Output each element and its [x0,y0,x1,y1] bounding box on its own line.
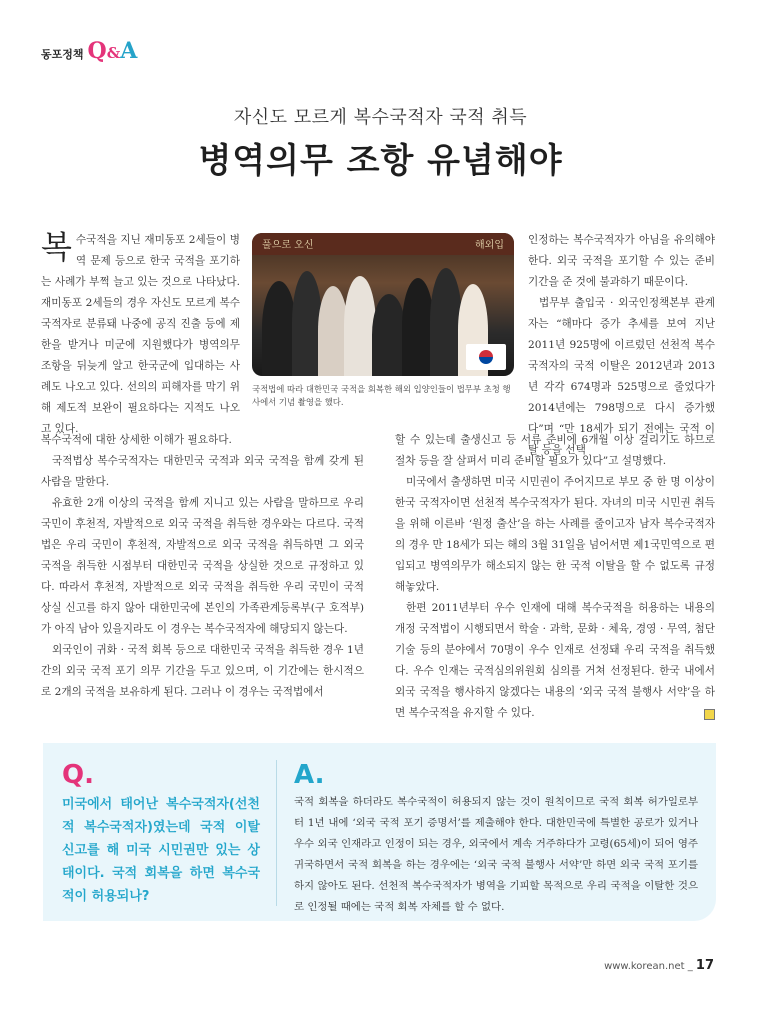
article-photo [252,233,514,376]
paragraph: 유효한 2개 이상의 국적을 함께 지니고 있는 사람을 말하므로 우리 국민이 후천적, 자발적으로 외국 국적을 취득한 경우와는 다르다. 국적법은 우리 국민이 후천적, 자발적으로 외국 국적을 취득하면 그 외국 국적을 취득한 시점부터 대한민국 국적을 상실한 것으로 규정하고 있다. 따라서 후천적, 자발적으로 외국 국적을 취득한 우리 국민이 국적 상실 신고를 하지 않아 대한민국에 본인의 가족관계등록부(구 호적부)가 아직 남아 있을지라도 이 경우는 복수국적자에 해당되지 않는다. [41,497,364,635]
korean-flag-icon [466,344,506,370]
intro-text: 수국적을 지닌 재미동포 2세들이 병역 문제 등으로 한국 국적을 포기하는 사례가 부쩍 늘고 있는 것으로 나타났다. 재미동포 2세들의 경우 자신도 모르게 복수국적자로 분류돼 나중에 공직 진출 등에 제한을 받거나 미군에 지원했다가 병역의무 조항을 뒤늦게 알고 한국군에 입대하는 사례도 나오고 있다. 선의의 피해자를 막기 위해 제도적 보완이 필요하다는 지적도 나오고 있다. [41,234,240,435]
answer-label: A. [294,760,325,790]
intro-column [41,230,240,440]
question-text: 미국에서 태어난 복수국적자(선천적 복수국적자)였는데 국적 이탈 신고를 해 미국 시민권만 있는 상태이다. 국적 회복을 하면 복수국적이 허용되나? [62,797,260,904]
drop-cap: 복 [41,228,72,266]
paragraph: 법무부 출입국 · 외국인정책본부 관계자는 “해마다 증가 추세를 보여 지난 2011년 925명에 이르렀던 선천적 복수국적자의 국적 이탈은 2012년과 2013년 각각 674명과 525명으로 줄었다가 2014년에는 798명으로 다시 증가했다”며 “만 18세가 되기 전에는 국적 이탈 등을 선택 [528,297,715,456]
photo-figure [372,294,406,376]
photo-banner-text: 풀으로 오신 [262,240,314,251]
right-column [395,430,715,725]
section-label [41,38,137,64]
qa-logo: Q&A [87,38,138,64]
right-top-column [528,230,715,461]
answer-text: 국적 회복을 하더라도 복수국적이 허용되지 않는 것이 원칙이므로 국적 회복 허가일로부터 1년 내에 ‘외국 국적 포기 증명서’를 제출해야 한다. 대한민국에 특별한 공로가 있거나 우수 외국 인재라고 인정이 되는 경우, 외국에서 계속 거주하다가 고령(65세)이 되어 영주 귀국하면서 국적 회복을 하는 경우에는 ‘외국 국적 불행사 서약’만 하면 외국 국적 포기를 하지 않아도 된다. 선천적 복수국적자가 병역을 기피할 목적으로 우리 국적을 이탈한 것으로 인정될 때에는 국적 회복 자체를 할 수 없다. [294,796,698,913]
paragraph: 외국인이 귀화 · 국적 회복 등으로 대한민국 국적을 취득한 경우 1년간의 외국 국적 포기 의무 기간을 두고 있으며, 이 기간에는 한시적으로 2개의 국적을 보유하게 된다. 그러나 이 경우는 국적법에서 [41,644,364,698]
article-subtitle: 자신도 모르게 복수국적자 국적 취득 [233,107,528,128]
footer-site: www.korean.net _ [604,961,693,972]
photo-figure [262,281,296,376]
question-label: Q. [62,760,94,790]
qa-divider [276,760,277,906]
paragraph: 한편 2011년부터 우수 인재에 대해 복수국적을 허용하는 내용의 개정 국적법이 시행되면서 학술 · 과학, 문화 · 체육, 경영 · 무역, 첨단기술 등의 분야에서 70명이 우수 인재로 선정돼 우리 국적을 취득했다. 우수 인재는 국적심의위원회 심의를 거쳐 선정된다. 한국 내에서 외국 국적을 행사하지 않겠다는 내용의 ‘외국 국적 불행사 서약’을 하면 복수국적을 유지할 수 있다. [395,602,715,719]
end-mark-icon [704,709,715,720]
page-footer [604,958,714,973]
paragraph: 복수국적에 대한 상세한 이해가 필요하다. [41,434,232,446]
section-category: 동포정책 [41,48,84,61]
paragraph: 국적법상 복수국적자는 대한민국 국적과 외국 국적을 함께 갖게 된 사람을 말한다. [41,455,364,488]
photo-banner-text: 해외입 [475,240,504,251]
photo-caption: 국적법에 따라 대한민국 국적을 회복한 해외 입양인들이 법무부 초청 행사에서 기념 촬영을 했다. [252,384,511,407]
page-number: 17 [695,958,714,973]
left-column [41,430,364,703]
paragraph: 할 수 있는데 출생신고 등 서류 준비에 6개월 이상 걸리기도 하므로 절차 등을 잘 살펴서 미리 준비할 필요가 있다”고 설명했다. [395,434,715,467]
paragraph: 인정하는 복수국적자가 아님을 유의해야 한다. 외국 국적을 포기할 수 있는 준비 기간을 준 것에 불과하기 때문이다. [528,234,715,288]
paragraph: 미국에서 출생하면 미국 시민권이 주어지므로 부모 중 한 명 이상이 한국 국적자이면 선천적 복수국적자가 된다. 자녀의 미국 시민권 취득을 위해 이른바 ‘원정 출산’을 하는 사례를 줄이고자 남자 복수국적자의 경우 만 18세가 되는 해의 3월 31일을 넘어서면 제1국민역으로 편입되고 병역의무가 해소되지 않는 한 국적 이탈을 할 수 없도록 규정해놓았다. [395,476,715,593]
article-headline: 병역의무 조항 유념해야 [198,141,563,181]
